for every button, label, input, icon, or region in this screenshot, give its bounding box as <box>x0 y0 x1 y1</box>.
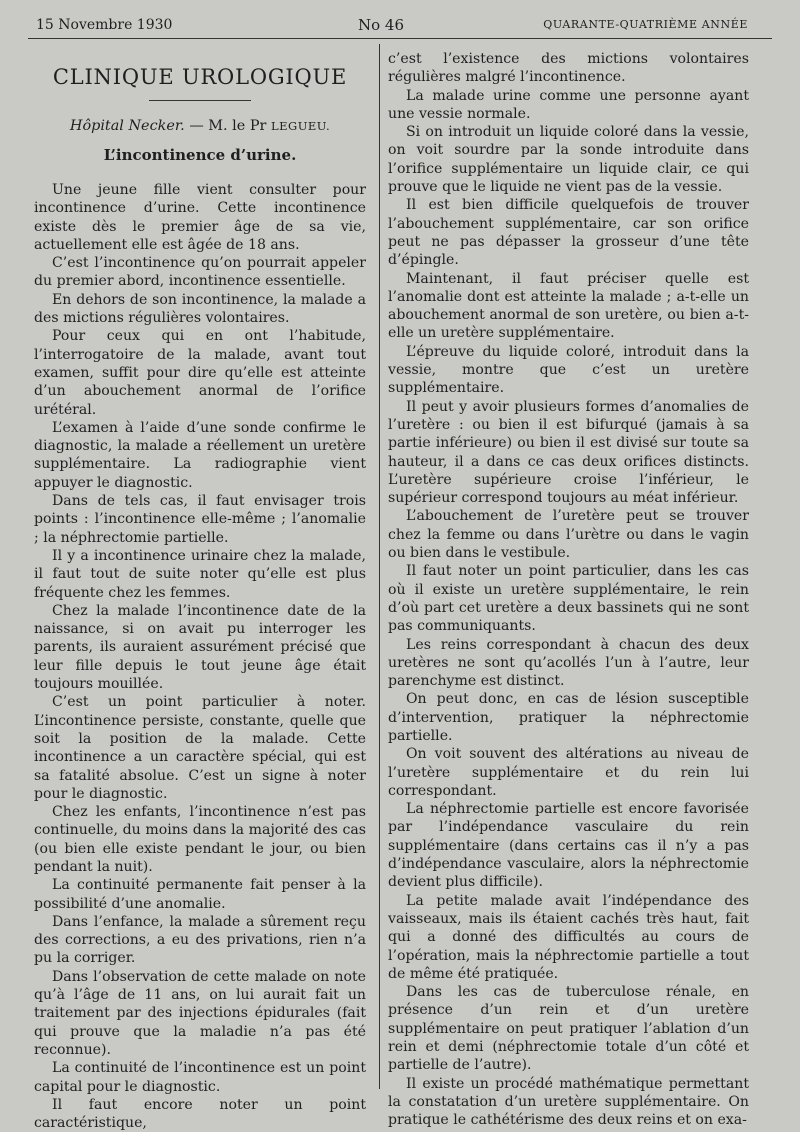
article-subtitle: L’incontinence d’urine. <box>103 146 297 164</box>
paragraph: Chez la malade l’incontinence date de la naissance, si on avait pu interroger les parents, ils auraient assurément précisé que leur fille depuis le tout jeune âge était toujours mouillée. <box>34 602 366 693</box>
paragraph: C’est un point particulier à noter. L’incontinence persiste, constante, quelle que soit la position de la malade. Cette incontinence a un caractère spécial, qui est sa fatalité absolue. C’est un signe à noter pour le diagnostic. <box>34 694 366 802</box>
paragraph: Les reins correspondant à chacun des deux uretères ne sont qu’acollés l’un à l’autre, leur parenchyme est distinct. <box>388 636 749 690</box>
paragraph: Il est bien difficile quelquefois de trouver l’abouchement supplémentaire, car son orifice peut ne pas dépasser la grosseur d’une tête d’épingle. <box>388 197 749 269</box>
paragraph: Maintenant, il faut préciser quelle est l’anomalie dont est atteinte la malade ; a-t-elle un abouchement anormal de son uretère, ou bien a-t-elle un uretère supplémentaire. <box>388 270 749 342</box>
paragraph: Il faut noter un point particulier, dans les cas où il existe un uretère supplémentaire, le rein d’où part cet uretère a deux bassinets qui ne sont pas communiquants. <box>388 563 749 635</box>
right-column <box>388 50 749 1130</box>
paragraph: La petite malade avait l’indépendance des vaisseaux, mais ils étaient cachés très haut, fait qui a donné des difficultés au cours de l’opération, mais la néphrectomie partielle a tout de même été pratiquée. <box>388 892 749 982</box>
author-prefix: — M. le Pr <box>189 118 267 134</box>
issue-number: No 46 <box>358 16 405 34</box>
hospital-name: Hôpital Necker. <box>69 118 185 134</box>
paragraph: Chez les enfants, l’incontinence n’est pas continuelle, du moins dans la majorité des cas (ou bien elle existe pendant le jour, ou bien pendant la nuit). <box>34 804 366 875</box>
paragraph: La continuité de l’incontinence est un point capital pour le diagnostic. <box>34 1060 366 1095</box>
paragraph: La malade urine comme une personne ayant une vessie normale. <box>388 87 749 122</box>
right-column-body <box>388 50 749 1130</box>
paragraph: On voit souvent des altérations au niveau de l’uretère supplémentaire et du rein lui correspondant. <box>388 746 749 799</box>
issue-date: 15 Novembre 1930 <box>36 17 173 33</box>
paragraph: c’est l’existence des mictions volontaires régulières malgré l’incontinence. <box>388 51 749 86</box>
section-title: CLINIQUE UROLOGIQUE <box>52 65 348 89</box>
running-head <box>36 14 748 36</box>
paragraph: Dans l’observation de cette malade on note qu’à l’âge de 11 ans, on lui aurait fait un traitement par des injections épidurales (fait qui prouve que la maladie n’a pas été reconnue). <box>34 968 366 1058</box>
paragraph: C’est l’incontinence qu’on pourrait appeler du premier abord, incontinence essentielle. <box>34 255 366 290</box>
paragraph: En dehors de son incontinence, la malade a des mictions régulières volontaires. <box>34 291 366 327</box>
paragraph: Une jeune fille vient consulter pour incontinence d’urine. Cette incontinence existe dès le premier âge de sa vie, actuellement elle est âgée de 18 ans. <box>34 182 366 253</box>
paragraph: Si on introduit un liquide coloré dans la vessie, on voit sourdre par la sonde introduite dans l’orifice supplémentaire un liquide clair, ce qui prouve que le liquide ne vient pas de la vessie. <box>388 124 749 196</box>
byline <box>34 117 366 135</box>
title-rule <box>149 100 251 101</box>
paragraph: Il peut y avoir plusieurs formes d’anomalies de l’uretère : ou bien il est bifurqué (jamais à sa partie inférieure) ou bien il est divisé sur toute sa hauteur, il a dans ce cas deux orifices distincts. L’uretère supérieure croise l’inférieur, le supérieur correspond toujours au méat inférieur. <box>388 398 749 507</box>
paragraph: Pour ceux qui en ont l’habitude, l’interrogatoire de la malade, avant tout examen, suffit pour dire qu’elle est atteinte d’un abouchement anormal de l’orifice urétéral. <box>34 328 366 418</box>
paragraph: Dans l’enfance, la malade a sûrement reçu des corrections, a eu des privations, rien n’a pu la corriger. <box>34 913 366 967</box>
paragraph: Dans les cas de tuberculose rénale, en présence d’un rein et d’un uretère supplémentaire on peut pratiquer l’ablation d’un rein et demi (néphrectomie totale d’un côté et partielle de l’autre). <box>388 984 749 1074</box>
paragraph: L’abouchement de l’uretère peut se trouver chez la femme ou dans l’urètre ou dans le vagin ou bien dans le vestibule. <box>388 508 749 562</box>
paragraph: Il y a incontinence urinaire chez la malade, il faut tout de suite noter qu’elle est plus fréquente chez les femmes. <box>34 547 366 601</box>
paragraph: L’épreuve du liquide coloré, introduit dans la vessie, montre que c’est un uretère supplémentaire. <box>388 343 749 397</box>
paragraph: L’examen à l’aide d’une sonde confirme le diagnostic, la malade a réellement un uretère supplémentaire. La radiographie vient appuyer le diagnostic. <box>34 419 366 491</box>
paragraph: On peut donc, en cas de lésion susceptible d’intervention, pratiquer la néphrectomie partielle. <box>388 691 749 744</box>
paragraph: La continuité permanente fait penser à la possibilité d’une anomalie. <box>34 877 366 912</box>
edition-year: QUARANTE-QUATRIÈME ANNÉE <box>543 18 748 31</box>
paragraph: La néphrectomie partielle est encore favorisée par l’indépendance vasculaire du rein supplémentaire (dans certains cas il n’y a pas d’indépendance vasculaire, alors la néphrectomie devient plus difficile). <box>388 801 749 891</box>
paragraph: Il existe un procédé mathématique permettant la constatation d’un uretère supplémentaire. On pratique le cathétérisme des deux reins et on exa- <box>388 1075 749 1129</box>
left-column <box>34 52 366 1132</box>
column-divider <box>379 44 380 1089</box>
paragraph: Il faut encore noter un point caractéristique, <box>34 1096 366 1132</box>
paragraph: Dans de tels cas, il faut envisager trois points : l’incontinence elle-même ; l’anomalie ; la néphrectomie partielle. <box>34 493 366 546</box>
header-rule <box>28 38 772 39</box>
author-name: LEGUEU. <box>271 119 331 133</box>
left-column-body <box>34 181 366 1132</box>
